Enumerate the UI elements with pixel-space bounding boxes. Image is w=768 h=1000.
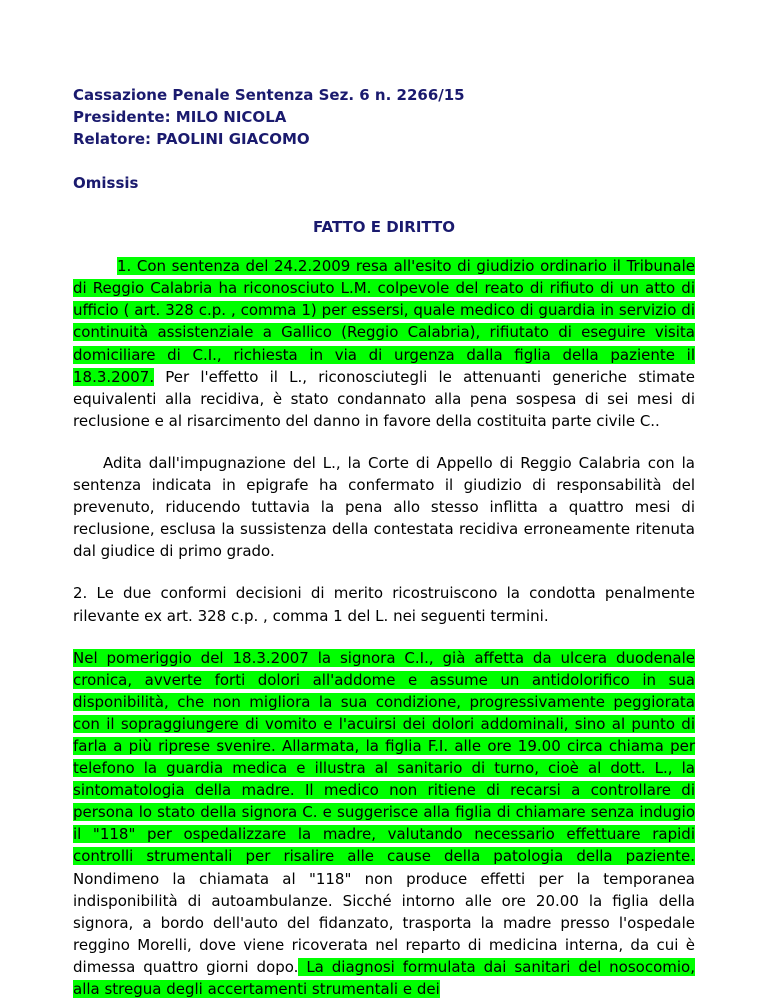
document-header xyxy=(73,84,695,150)
highlighted-text: La diagnosi formulata dai sanitari del nosocomio, alla stregua degli accertamenti strumentali e dei xyxy=(73,957,696,998)
section-title: FATTO E DIRITTO xyxy=(313,218,455,237)
president-line: Presidente: MILO NICOLA xyxy=(73,108,287,126)
rapporteur-line: Relatore: PAOLINI GIACOMO xyxy=(73,130,310,148)
paragraph-3: 2. Le due conformi decisioni di merito ricostruiscono la condotta penalmente rilevante ex art. 328 c.p. , comma 1 del L. nei seguenti termini. xyxy=(73,584,695,625)
paragraph-1 xyxy=(73,255,695,432)
paragraph-2: Adita dall'impugnazione del L., la Corte di Appello di Reggio Calabria con la sentenza indicata in epigrafe ha confermato il giudizio di responsabilità del prevenuto, riducendo tuttavia la pena allo stesso inflitta a quattro mesi di reclusione, esclusa la sussistenza della contestata recidiva erroneamente ritenuta dal giudice di primo grado. xyxy=(73,453,695,561)
omissis-label: Omissis xyxy=(73,174,139,192)
paragraph-text: Per l'effetto il L., riconosciutegli le attenuanti generiche stimate equivalenti alla recidiva, è stato condannato alla pena sospesa di sei mesi di reclusione e al risarcimento del danno in favore della costituita parte civile C.. xyxy=(73,367,695,430)
highlighted-text: 1. Con sentenza del 24.2.2009 resa all'esito di giudizio ordinario il Tribunale di Reggio Calabria ha riconosciuto L.M. colpevole del reato di rifiuto di un atto di ufficio ( art. 328 c.p. , comma 1) per essersi, quale medico di guardia in servizio di continuità assistenziale a Gallico (Reggio Calabria), rifiutato di eseguire visita domiciliare di C.I., richiesta in via di urgenza dalla figlia della paziente il 18.3.2007. xyxy=(73,257,695,386)
paragraph-4 xyxy=(73,647,695,1000)
document-page xyxy=(73,84,695,1000)
paragraph-text: Nondimeno la chiamata al "118" non produce effetti per la temporanea indisponibilità di autoambulanze. Sicché intorno alle ore 20.00 la figlia della signora, a bordo dell'auto del fidanzato, trasporta la madre presso l'ospedale reggino Morelli, dove viene ricoverata nel reparto di medicina interna, da cui è dimessa quattro giorni dopo. xyxy=(73,869,695,976)
sentence-reference: Cassazione Penale Sentenza Sez. 6 n. 2266/15 xyxy=(73,86,465,104)
highlighted-text: Nel pomeriggio del 18.3.2007 la signora C.I., già affetta da ulcera duodenale cronica, avverte forti dolori all'addome e assume un antidolorifico in sua disponibilità, che non migliora la sua condizione, progressivamente peggiorata con il sopraggiungere di vomito e l'acuirsi dei dolori addominali, sino al punto di farla a più riprese svenire. Allarmata, la figlia F.I. alle ore 19.00 circa chiama per telefono la guardia medica e illustra al sanitario di turno, cioè al dott. L., la sintomatologia della madre. Il medico non ritiene di recarsi a controllare di persona lo stato della signora C. e suggerisce alla figlia di chiamare senza indugio il "118" per ospedalizzare la madre, valutando necessario effettuare rapidi controlli strumentali per risalire alle cause della patologia della paziente. xyxy=(73,648,695,866)
